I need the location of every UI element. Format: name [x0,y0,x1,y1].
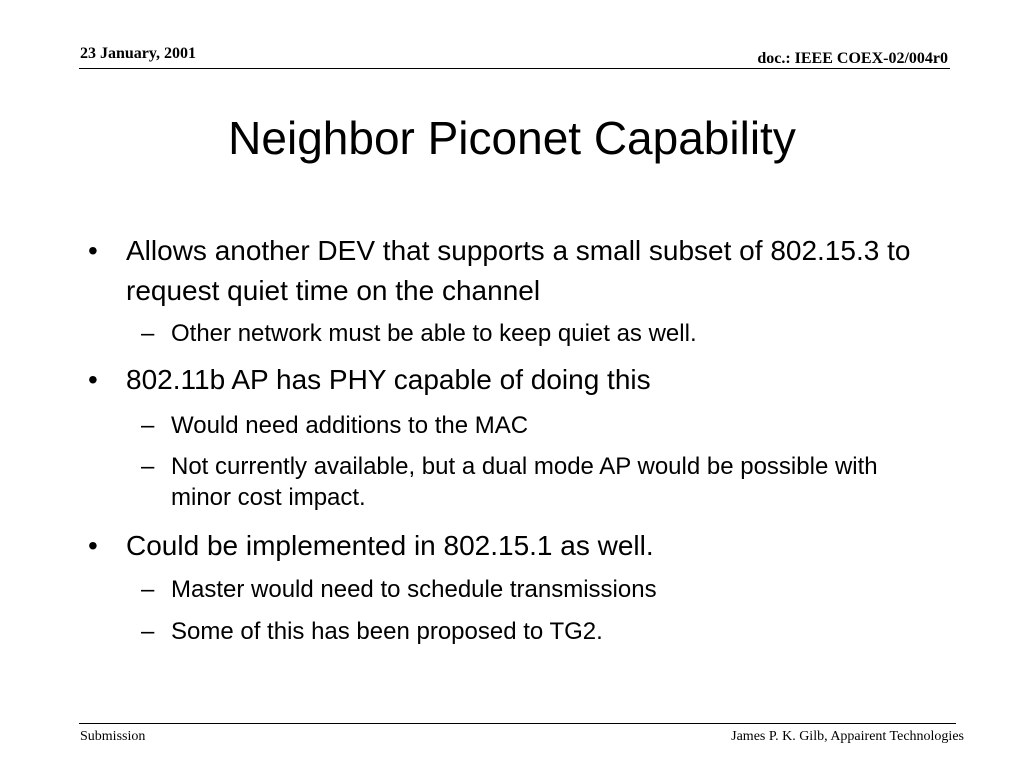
sub-bullet-item [141,616,901,647]
bullet-text: Allows another DEV that supports a small subset of 802.15.3 to request quiet time on the channel [126,235,911,306]
footer-left: Submission [80,729,146,744]
sub-bullet-text: Other network must be able to keep quiet as well. [171,320,697,347]
sub-bullet-text: Not currently available, but a dual mode AP would be possible with minor cost impact. [171,453,878,511]
bullet-text: 802.11b AP has PHY capable of doing this [126,364,651,395]
footer-rule [79,723,956,724]
bullet-item [88,360,918,400]
bullet-text: Could be implemented in 802.15.1 as well. [126,530,654,561]
bullet-mark: • [88,530,98,561]
header-doc-id: doc.: IEEE COEX-02/004r0 [757,50,948,67]
bullet-item [88,526,918,566]
sub-bullet-mark: – [141,618,155,645]
footer-right: James P. K. Gilb, Appairent Technologies [731,729,964,744]
sub-bullet-item [141,318,901,349]
sub-bullet-item [141,410,901,441]
slide-title: Neighbor Piconet Capability [228,112,796,164]
sub-bullet-text: Some of this has been proposed to TG2. [171,618,603,645]
bullet-mark: • [88,364,98,395]
sub-bullet-text: Would need additions to the MAC [171,412,529,439]
bullet-mark: • [88,235,98,266]
sub-bullet-mark: – [141,320,155,347]
sub-bullet-mark: – [141,576,155,603]
sub-bullet-item [141,451,901,513]
sub-bullet-text: Master would need to schedule transmissions [171,576,657,603]
sub-bullet-mark: – [141,412,155,439]
bullet-item [88,231,918,311]
header-date: 23 January, 2001 [80,45,197,62]
sub-bullet-mark: – [141,453,155,480]
sub-bullet-item [141,574,901,605]
